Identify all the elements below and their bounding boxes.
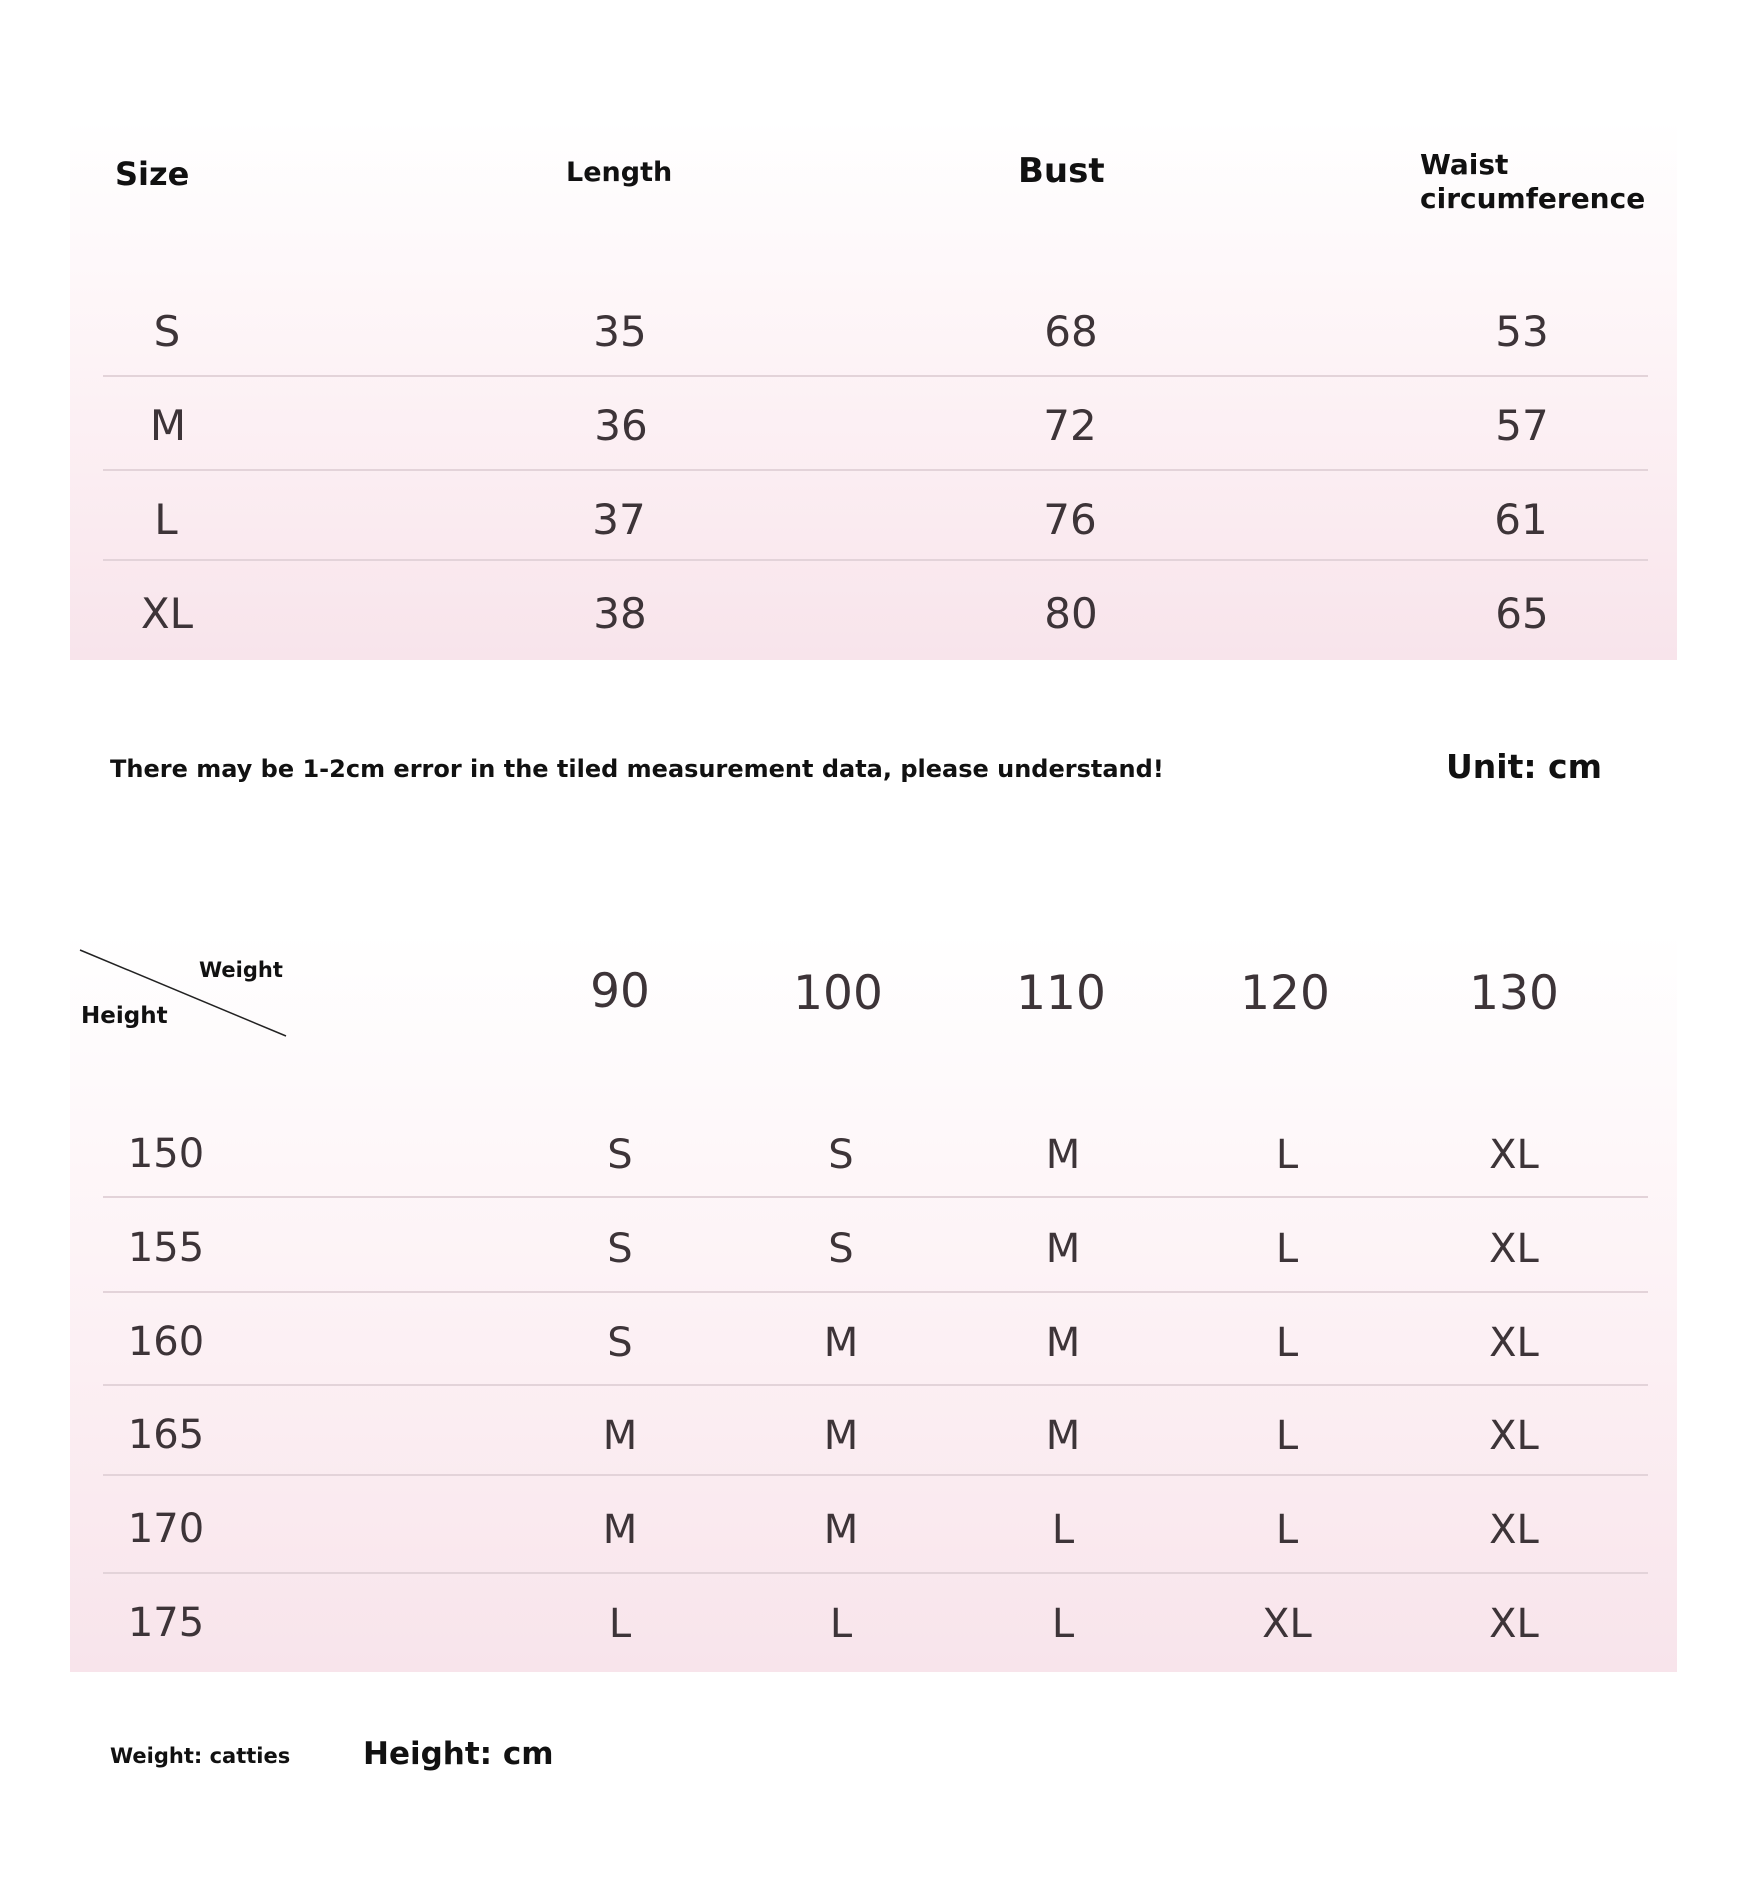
- unit-label: Unit: cm: [1446, 747, 1603, 786]
- row-divider: [103, 375, 1648, 377]
- size-cell: S: [607, 1320, 633, 1366]
- waist-cell: 65: [1495, 589, 1549, 638]
- weight-header: 110: [1016, 966, 1106, 1021]
- size-cell: XL: [1489, 1320, 1539, 1366]
- size-cell: XL: [1489, 1226, 1539, 1272]
- row-divider: [103, 559, 1648, 561]
- height-unit-label: Height: cm: [363, 1736, 554, 1772]
- height-cell: 150: [127, 1131, 205, 1177]
- height-cell: 170: [127, 1506, 205, 1552]
- size-cell: L: [1051, 1601, 1075, 1647]
- size-cell: L: [1275, 1507, 1299, 1553]
- length-cell: 35: [593, 307, 647, 356]
- row-divider: [103, 1474, 1648, 1476]
- size-cell: S: [607, 1226, 633, 1272]
- size-cell: L: [1275, 1413, 1299, 1459]
- bust-cell: 80: [1044, 589, 1098, 638]
- row-divider: [103, 1384, 1648, 1386]
- waist-header-line1: Waist: [1420, 148, 1509, 181]
- size-cell: S: [828, 1132, 854, 1178]
- size-cell: M: [1045, 1320, 1081, 1366]
- length-header: Length: [566, 157, 673, 188]
- length-cell: 36: [594, 401, 648, 450]
- waist-cell: 53: [1495, 307, 1549, 356]
- size-cell: L: [1051, 1507, 1075, 1553]
- bust-cell: 72: [1043, 401, 1097, 450]
- size-cell: L: [1275, 1226, 1299, 1272]
- weight-unit-label: Weight: catties: [110, 1744, 291, 1768]
- waist-header-line2: circumference: [1420, 181, 1646, 215]
- length-cell: 38: [593, 589, 647, 638]
- row-divider: [103, 1572, 1648, 1574]
- size-cell: M: [149, 401, 187, 450]
- bust-cell: 68: [1044, 307, 1098, 356]
- height-cell: 175: [127, 1600, 205, 1646]
- size-cell: L: [1275, 1320, 1299, 1366]
- size-cell: S: [153, 307, 181, 356]
- measurement-note: There may be 1-2cm error in the tiled measurement data, please understand!: [110, 755, 1164, 783]
- corner-weight-label: Weight: [199, 958, 283, 982]
- size-cell: XL: [1262, 1601, 1312, 1647]
- waist-cell: 57: [1495, 401, 1549, 450]
- size-cell: M: [823, 1507, 859, 1553]
- size-header: Size: [115, 155, 190, 193]
- waist-cell: 61: [1494, 495, 1548, 544]
- size-cell: S: [828, 1226, 854, 1272]
- recommendation-panel: [70, 932, 1677, 1672]
- row-divider: [103, 469, 1648, 471]
- size-cell: XL: [1489, 1413, 1539, 1459]
- size-cell: L: [608, 1601, 632, 1647]
- size-cell: XL: [1489, 1507, 1539, 1553]
- size-cell: XL: [140, 589, 194, 638]
- size-cell: M: [1045, 1226, 1081, 1272]
- height-cell: 155: [127, 1225, 205, 1271]
- height-cell: 160: [127, 1319, 205, 1365]
- size-cell: M: [602, 1507, 638, 1553]
- size-cell: L: [154, 495, 178, 544]
- size-cell: M: [1045, 1132, 1081, 1178]
- row-divider: [103, 1291, 1648, 1293]
- size-cell: S: [607, 1132, 633, 1178]
- length-cell: 37: [592, 495, 646, 544]
- corner-height-label: Height: [81, 1003, 168, 1029]
- weight-header: 100: [793, 966, 883, 1021]
- weight-header: 120: [1240, 966, 1330, 1021]
- weight-header: 90: [590, 964, 650, 1019]
- height-cell: 165: [127, 1412, 205, 1458]
- row-divider: [103, 1196, 1648, 1198]
- bust-cell: 76: [1043, 495, 1097, 544]
- size-cell: M: [823, 1320, 859, 1366]
- size-cell: L: [1275, 1132, 1299, 1178]
- bust-header: Bust: [1018, 151, 1105, 191]
- size-cell: M: [1045, 1413, 1081, 1459]
- waist-header: [1420, 148, 1645, 215]
- size-cell: L: [829, 1601, 853, 1647]
- weight-header: 130: [1469, 966, 1559, 1021]
- size-cell: M: [823, 1413, 859, 1459]
- size-cell: XL: [1489, 1132, 1539, 1178]
- size-cell: M: [602, 1413, 638, 1459]
- size-cell: XL: [1489, 1601, 1539, 1647]
